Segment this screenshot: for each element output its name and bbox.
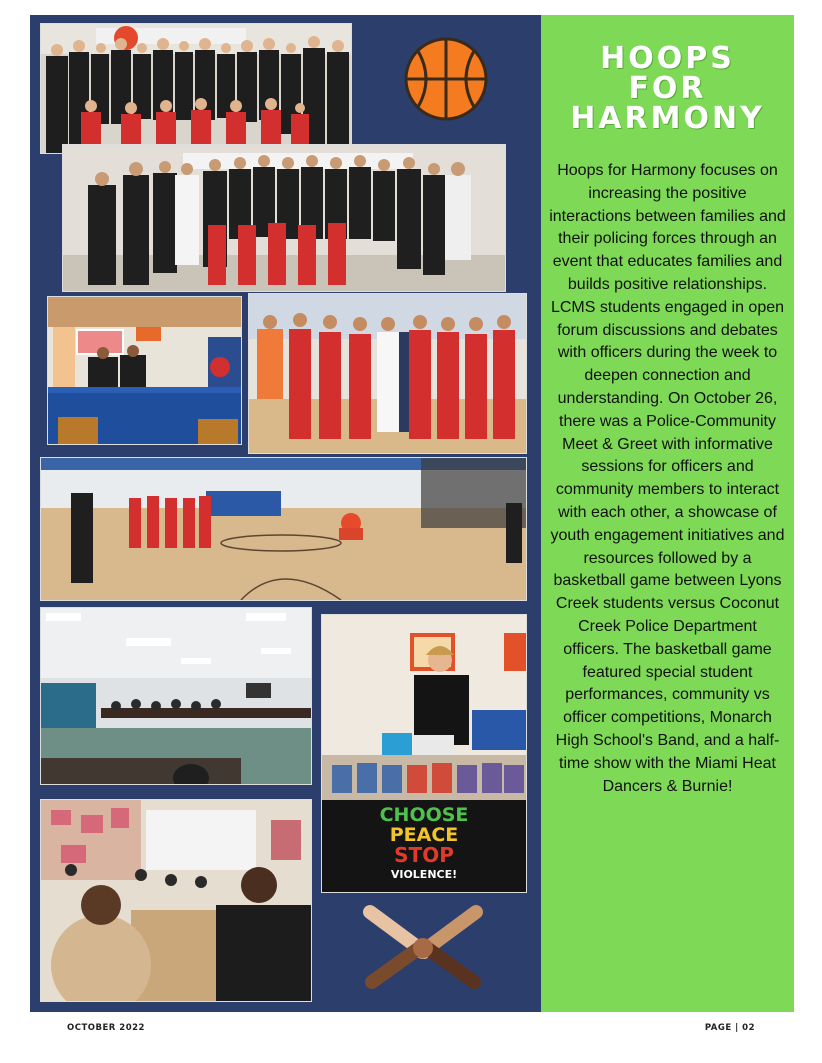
page-title [541,41,794,136]
tshirt-slogan [322,805,526,885]
basketball-icon [404,37,488,121]
footer-page-number: PAGE | 02 [704,1023,755,1033]
photo-dancers-court [248,293,527,454]
title-line-harmony: HARMONY [570,101,765,136]
photo-large-group [62,144,506,292]
photo-info-booth [47,296,242,445]
title-line-for: FOR [628,71,707,106]
title-line-hoops: HOOPS [600,41,735,76]
footer-date: OCTOBER 2022 [67,1023,145,1033]
article-body: Hoops for Harmony focuses on increasing the positive interactions between families and their policing forces through an event that educates families and builds positive relationships. LCMS students engaged in open forum discussions and debates with officers during the week to deepen connection and understanding. On October 26, there was a Police-Community Meet & Greet with informative sessions for officers and community members to interact with each other, a showcase of youth engagement initiatives and resources followed by a basketball game between Lyons Creek students versus Coconut Creek Police Department officers. The basketball game featured special student performances, community vs officer competitions, Monarch High School's Band, and a half-time show with the Miami Heat Dancers & Burnie! [549,162,786,795]
photo-officer-students [40,799,312,1002]
photo-gym-court [40,457,527,601]
photo-group-dancers-officers [40,23,352,154]
unity-hands-icon [362,902,484,990]
tshirt-line-choose: CHOOSE [379,804,469,826]
photo-classroom-discussion [40,607,312,785]
tshirt-line-stop: STOP [394,843,454,867]
tshirt-line-violence: VIOLENCE! [390,868,458,881]
tshirt-line-peace: PEACE [389,824,459,846]
photo-peace-booth [321,614,527,893]
